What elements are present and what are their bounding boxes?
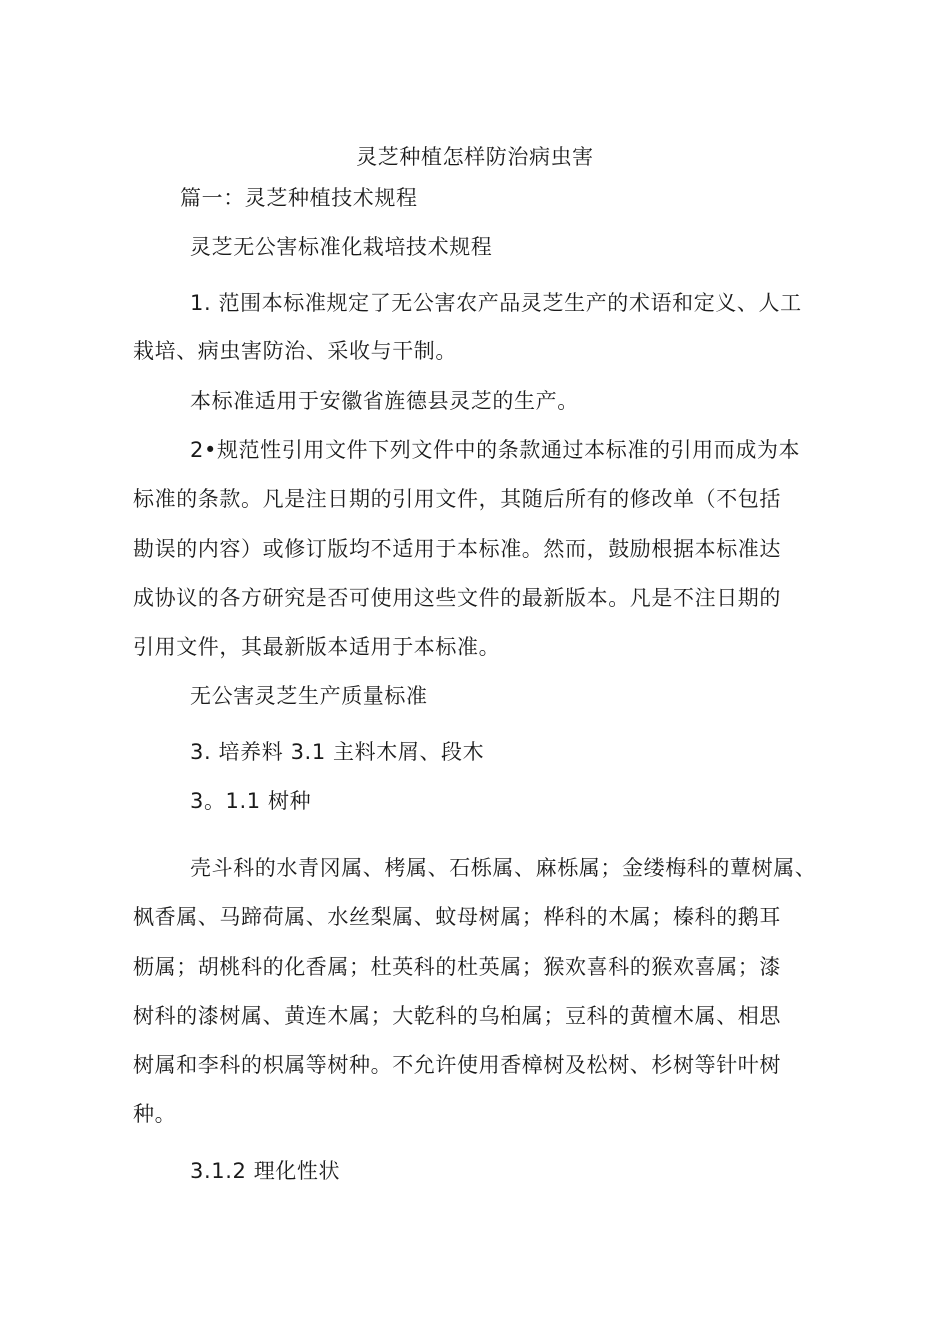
document-title: 灵芝种植怎样防治病虫害 <box>356 145 594 169</box>
section-heading: 3.1.2 理化性状 <box>190 1159 341 1183</box>
paragraph-line: 无公害灵芝生产质量标准 <box>190 684 428 708</box>
document-subtitle: 篇一：灵芝种植技术规程 <box>180 186 418 210</box>
paragraph-line: 1. 范围本标准规定了无公害农产品灵芝生产的术语和定义、人工 <box>190 291 802 315</box>
paragraph-line: 勘误的内容）或修订版均不适用于本标准。然而，鼓励根据本标准达 <box>133 537 781 561</box>
paragraph-line: 树属和李科的枳属等树种。不允许使用香樟树及松树、杉树等针叶树 <box>133 1053 781 1077</box>
paragraph-line: 引用文件，其最新版本适用于本标准。 <box>133 635 501 659</box>
section-heading: 灵芝无公害标准化栽培技术规程 <box>190 235 493 259</box>
paragraph-line: 枥属；胡桃科的化香属；杜英科的杜英属；猴欢喜科的猴欢喜属；漆 <box>133 955 781 979</box>
paragraph-line: 栽培、病虫害防治、采收与干制。 <box>133 339 457 363</box>
paragraph-line: 种。 <box>133 1102 177 1126</box>
paragraph-line: 2•规范性引用文件下列文件中的条款通过本标准的引用而成为本 <box>190 438 801 462</box>
paragraph-line: 本标准适用于安徽省旌德县灵芝的生产。 <box>190 389 579 413</box>
paragraph-line: 标准的条款。凡是注日期的引用文件，其随后所有的修改单（不包括 <box>133 487 781 511</box>
paragraph-line: 成协议的各方研究是否可使用这些文件的最新版本。凡是不注日期的 <box>133 586 781 610</box>
paragraph-line: 树科的漆树属、黄连木属；大乾科的乌桕属；豆科的黄檀木属、相思 <box>133 1004 781 1028</box>
paragraph-line: 枫香属、马蹄荷属、水丝梨属、蚊母树属；桦科的木属；榛科的鹅耳 <box>133 905 781 929</box>
section-heading: 3. 培养料 3.1 主料木屑、段木 <box>190 740 485 764</box>
paragraph-line: 壳斗科的水青冈属、栲属、石栎属、麻栎属；金缕梅科的蕈树属、 <box>190 856 817 880</box>
section-heading: 3。1.1 树种 <box>190 789 312 813</box>
